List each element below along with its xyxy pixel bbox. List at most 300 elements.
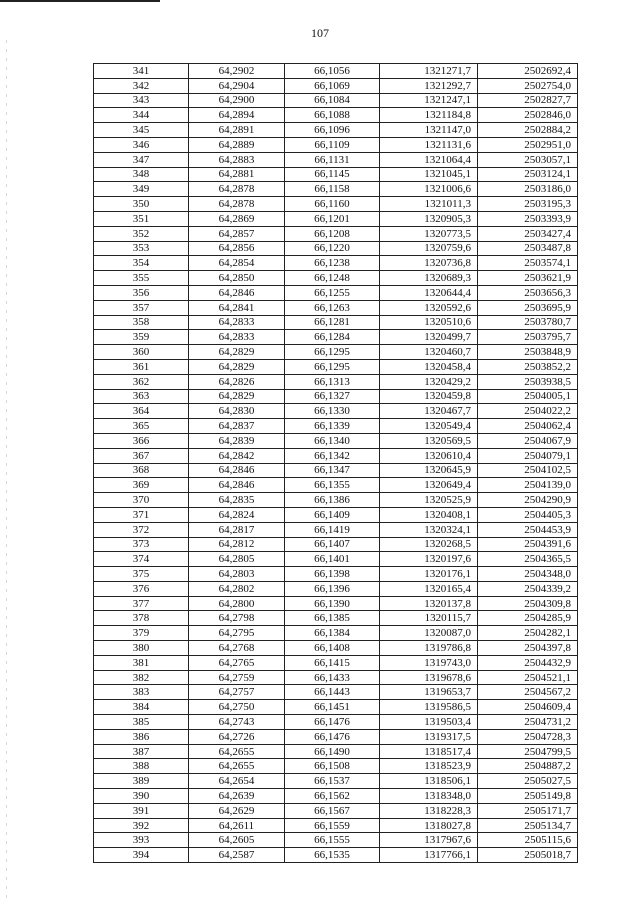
latitude-cell: 64,2795 bbox=[189, 626, 285, 641]
longitude-cell: 66,1160 bbox=[285, 197, 380, 212]
longitude-cell: 66,1340 bbox=[285, 433, 380, 448]
scan-binding-edge bbox=[6, 40, 7, 900]
latitude-cell: 64,2817 bbox=[189, 522, 285, 537]
point-number-cell: 376 bbox=[94, 581, 189, 596]
table-row bbox=[94, 567, 578, 582]
y-coordinate-cell: 2505027,5 bbox=[478, 774, 578, 789]
longitude-cell: 66,1342 bbox=[285, 448, 380, 463]
y-coordinate-cell: 2504079,1 bbox=[478, 448, 578, 463]
latitude-cell: 64,2805 bbox=[189, 552, 285, 567]
latitude-cell: 64,2881 bbox=[189, 167, 285, 182]
point-number-cell: 341 bbox=[94, 64, 189, 79]
y-coordinate-cell: 2504365,5 bbox=[478, 552, 578, 567]
x-coordinate-cell: 1320549,4 bbox=[380, 419, 478, 434]
point-number-cell: 373 bbox=[94, 537, 189, 552]
longitude-cell: 66,1490 bbox=[285, 744, 380, 759]
x-coordinate-cell: 1320645,9 bbox=[380, 463, 478, 478]
table-row bbox=[94, 108, 578, 123]
latitude-cell: 64,2654 bbox=[189, 774, 285, 789]
table-row bbox=[94, 285, 578, 300]
y-coordinate-cell: 2503057,1 bbox=[478, 152, 578, 167]
longitude-cell: 66,1384 bbox=[285, 626, 380, 641]
x-coordinate-cell: 1320510,6 bbox=[380, 315, 478, 330]
point-number-cell: 357 bbox=[94, 300, 189, 315]
x-coordinate-cell: 1320429,2 bbox=[380, 374, 478, 389]
x-coordinate-cell: 1320467,7 bbox=[380, 404, 478, 419]
y-coordinate-cell: 2504348,0 bbox=[478, 567, 578, 582]
table-row bbox=[94, 611, 578, 626]
x-coordinate-cell: 1320569,5 bbox=[380, 433, 478, 448]
point-number-cell: 392 bbox=[94, 818, 189, 833]
latitude-cell: 64,2803 bbox=[189, 567, 285, 582]
table-row bbox=[94, 478, 578, 493]
y-coordinate-cell: 2503695,9 bbox=[478, 300, 578, 315]
y-coordinate-cell: 2504728,3 bbox=[478, 729, 578, 744]
y-coordinate-cell: 2504567,2 bbox=[478, 685, 578, 700]
point-number-cell: 388 bbox=[94, 759, 189, 774]
latitude-cell: 64,2889 bbox=[189, 137, 285, 152]
latitude-cell: 64,2812 bbox=[189, 537, 285, 552]
table-row bbox=[94, 359, 578, 374]
table-row bbox=[94, 419, 578, 434]
x-coordinate-cell: 1320459,8 bbox=[380, 389, 478, 404]
x-coordinate-cell: 1320460,7 bbox=[380, 345, 478, 360]
x-coordinate-cell: 1320689,3 bbox=[380, 271, 478, 286]
latitude-cell: 64,2826 bbox=[189, 374, 285, 389]
x-coordinate-cell: 1320458,4 bbox=[380, 359, 478, 374]
longitude-cell: 66,1327 bbox=[285, 389, 380, 404]
y-coordinate-cell: 2503852,2 bbox=[478, 359, 578, 374]
table-row bbox=[94, 493, 578, 508]
y-coordinate-cell: 2504609,4 bbox=[478, 700, 578, 715]
longitude-cell: 66,1088 bbox=[285, 108, 380, 123]
y-coordinate-cell: 2503621,9 bbox=[478, 271, 578, 286]
x-coordinate-cell: 1318027,8 bbox=[380, 818, 478, 833]
table-row bbox=[94, 211, 578, 226]
point-number-cell: 383 bbox=[94, 685, 189, 700]
y-coordinate-cell: 2504005,1 bbox=[478, 389, 578, 404]
y-coordinate-cell: 2504453,9 bbox=[478, 522, 578, 537]
latitude-cell: 64,2611 bbox=[189, 818, 285, 833]
x-coordinate-cell: 1320649,4 bbox=[380, 478, 478, 493]
latitude-cell: 64,2835 bbox=[189, 493, 285, 508]
table-row bbox=[94, 330, 578, 345]
table-row bbox=[94, 537, 578, 552]
point-number-cell: 369 bbox=[94, 478, 189, 493]
y-coordinate-cell: 2504391,6 bbox=[478, 537, 578, 552]
table-row bbox=[94, 833, 578, 848]
latitude-cell: 64,2878 bbox=[189, 197, 285, 212]
x-coordinate-cell: 1319653,7 bbox=[380, 685, 478, 700]
longitude-cell: 66,1398 bbox=[285, 567, 380, 582]
longitude-cell: 66,1339 bbox=[285, 419, 380, 434]
x-coordinate-cell: 1320115,7 bbox=[380, 611, 478, 626]
y-coordinate-cell: 2505171,7 bbox=[478, 803, 578, 818]
point-number-cell: 386 bbox=[94, 729, 189, 744]
point-number-cell: 381 bbox=[94, 655, 189, 670]
longitude-cell: 66,1056 bbox=[285, 64, 380, 79]
table-row bbox=[94, 700, 578, 715]
latitude-cell: 64,2846 bbox=[189, 463, 285, 478]
longitude-cell: 66,1255 bbox=[285, 285, 380, 300]
y-coordinate-cell: 2504139,0 bbox=[478, 478, 578, 493]
x-coordinate-cell: 1318523,9 bbox=[380, 759, 478, 774]
y-coordinate-cell: 2504397,8 bbox=[478, 641, 578, 656]
point-number-cell: 372 bbox=[94, 522, 189, 537]
coordinates-table-body bbox=[94, 64, 578, 863]
table-row bbox=[94, 226, 578, 241]
longitude-cell: 66,1355 bbox=[285, 478, 380, 493]
x-coordinate-cell: 1321147,0 bbox=[380, 123, 478, 138]
point-number-cell: 360 bbox=[94, 345, 189, 360]
y-coordinate-cell: 2504022,2 bbox=[478, 404, 578, 419]
latitude-cell: 64,2829 bbox=[189, 359, 285, 374]
x-coordinate-cell: 1320644,4 bbox=[380, 285, 478, 300]
longitude-cell: 66,1313 bbox=[285, 374, 380, 389]
x-coordinate-cell: 1321006,6 bbox=[380, 182, 478, 197]
point-number-cell: 358 bbox=[94, 315, 189, 330]
latitude-cell: 64,2846 bbox=[189, 478, 285, 493]
longitude-cell: 66,1109 bbox=[285, 137, 380, 152]
longitude-cell: 66,1238 bbox=[285, 256, 380, 271]
table-row bbox=[94, 803, 578, 818]
latitude-cell: 64,2605 bbox=[189, 833, 285, 848]
x-coordinate-cell: 1318517,4 bbox=[380, 744, 478, 759]
table-row bbox=[94, 374, 578, 389]
point-number-cell: 348 bbox=[94, 167, 189, 182]
table-row bbox=[94, 271, 578, 286]
longitude-cell: 66,1535 bbox=[285, 848, 380, 863]
longitude-cell: 66,1096 bbox=[285, 123, 380, 138]
header-rule bbox=[0, 0, 160, 2]
x-coordinate-cell: 1320197,6 bbox=[380, 552, 478, 567]
latitude-cell: 64,2829 bbox=[189, 389, 285, 404]
table-row bbox=[94, 685, 578, 700]
longitude-cell: 66,1537 bbox=[285, 774, 380, 789]
longitude-cell: 66,1390 bbox=[285, 596, 380, 611]
point-number-cell: 344 bbox=[94, 108, 189, 123]
longitude-cell: 66,1284 bbox=[285, 330, 380, 345]
latitude-cell: 64,2768 bbox=[189, 641, 285, 656]
latitude-cell: 64,2846 bbox=[189, 285, 285, 300]
y-coordinate-cell: 2505115,6 bbox=[478, 833, 578, 848]
point-number-cell: 370 bbox=[94, 493, 189, 508]
table-row bbox=[94, 152, 578, 167]
y-coordinate-cell: 2502884,2 bbox=[478, 123, 578, 138]
x-coordinate-cell: 1318228,3 bbox=[380, 803, 478, 818]
table-row bbox=[94, 345, 578, 360]
latitude-cell: 64,2839 bbox=[189, 433, 285, 448]
latitude-cell: 64,2629 bbox=[189, 803, 285, 818]
latitude-cell: 64,2824 bbox=[189, 507, 285, 522]
latitude-cell: 64,2904 bbox=[189, 78, 285, 93]
table-row bbox=[94, 197, 578, 212]
longitude-cell: 66,1208 bbox=[285, 226, 380, 241]
point-number-cell: 345 bbox=[94, 123, 189, 138]
point-number-cell: 362 bbox=[94, 374, 189, 389]
x-coordinate-cell: 1321131,6 bbox=[380, 137, 478, 152]
point-number-cell: 350 bbox=[94, 197, 189, 212]
latitude-cell: 64,2850 bbox=[189, 271, 285, 286]
point-number-cell: 349 bbox=[94, 182, 189, 197]
table-row bbox=[94, 715, 578, 730]
longitude-cell: 66,1295 bbox=[285, 359, 380, 374]
latitude-cell: 64,2857 bbox=[189, 226, 285, 241]
coordinates-table bbox=[93, 63, 578, 863]
x-coordinate-cell: 1320408,1 bbox=[380, 507, 478, 522]
table-row bbox=[94, 433, 578, 448]
latitude-cell: 64,2854 bbox=[189, 256, 285, 271]
x-coordinate-cell: 1320499,7 bbox=[380, 330, 478, 345]
table-row bbox=[94, 315, 578, 330]
y-coordinate-cell: 2503795,7 bbox=[478, 330, 578, 345]
latitude-cell: 64,2891 bbox=[189, 123, 285, 138]
point-number-cell: 389 bbox=[94, 774, 189, 789]
longitude-cell: 66,1476 bbox=[285, 729, 380, 744]
y-coordinate-cell: 2503656,3 bbox=[478, 285, 578, 300]
x-coordinate-cell: 1321045,1 bbox=[380, 167, 478, 182]
point-number-cell: 361 bbox=[94, 359, 189, 374]
x-coordinate-cell: 1320165,4 bbox=[380, 581, 478, 596]
point-number-cell: 366 bbox=[94, 433, 189, 448]
table-row bbox=[94, 389, 578, 404]
y-coordinate-cell: 2503186,0 bbox=[478, 182, 578, 197]
page-number: 107 bbox=[311, 26, 329, 40]
table-row bbox=[94, 581, 578, 596]
point-number-cell: 353 bbox=[94, 241, 189, 256]
latitude-cell: 64,2655 bbox=[189, 744, 285, 759]
x-coordinate-cell: 1317766,1 bbox=[380, 848, 478, 863]
x-coordinate-cell: 1318506,1 bbox=[380, 774, 478, 789]
table-row bbox=[94, 167, 578, 182]
y-coordinate-cell: 2502846,0 bbox=[478, 108, 578, 123]
table-row bbox=[94, 596, 578, 611]
table-row bbox=[94, 552, 578, 567]
y-coordinate-cell: 2504731,2 bbox=[478, 715, 578, 730]
point-number-cell: 390 bbox=[94, 789, 189, 804]
y-coordinate-cell: 2505134,7 bbox=[478, 818, 578, 833]
longitude-cell: 66,1451 bbox=[285, 700, 380, 715]
latitude-cell: 64,2800 bbox=[189, 596, 285, 611]
table-row bbox=[94, 123, 578, 138]
y-coordinate-cell: 2503780,7 bbox=[478, 315, 578, 330]
point-number-cell: 384 bbox=[94, 700, 189, 715]
point-number-cell: 379 bbox=[94, 626, 189, 641]
longitude-cell: 66,1401 bbox=[285, 552, 380, 567]
point-number-cell: 363 bbox=[94, 389, 189, 404]
point-number-cell: 393 bbox=[94, 833, 189, 848]
point-number-cell: 356 bbox=[94, 285, 189, 300]
point-number-cell: 380 bbox=[94, 641, 189, 656]
y-coordinate-cell: 2505149,8 bbox=[478, 789, 578, 804]
table-row bbox=[94, 641, 578, 656]
longitude-cell: 66,1295 bbox=[285, 345, 380, 360]
latitude-cell: 64,2639 bbox=[189, 789, 285, 804]
point-number-cell: 367 bbox=[94, 448, 189, 463]
y-coordinate-cell: 2504309,8 bbox=[478, 596, 578, 611]
y-coordinate-cell: 2503195,3 bbox=[478, 197, 578, 212]
longitude-cell: 66,1263 bbox=[285, 300, 380, 315]
table-row bbox=[94, 93, 578, 108]
table-row bbox=[94, 789, 578, 804]
longitude-cell: 66,1407 bbox=[285, 537, 380, 552]
longitude-cell: 66,1562 bbox=[285, 789, 380, 804]
longitude-cell: 66,1476 bbox=[285, 715, 380, 730]
x-coordinate-cell: 1319586,5 bbox=[380, 700, 478, 715]
latitude-cell: 64,2902 bbox=[189, 64, 285, 79]
table-row bbox=[94, 774, 578, 789]
longitude-cell: 66,1555 bbox=[285, 833, 380, 848]
point-number-cell: 385 bbox=[94, 715, 189, 730]
longitude-cell: 66,1069 bbox=[285, 78, 380, 93]
latitude-cell: 64,2829 bbox=[189, 345, 285, 360]
longitude-cell: 66,1385 bbox=[285, 611, 380, 626]
x-coordinate-cell: 1320324,1 bbox=[380, 522, 478, 537]
y-coordinate-cell: 2504285,9 bbox=[478, 611, 578, 626]
latitude-cell: 64,2894 bbox=[189, 108, 285, 123]
table-row bbox=[94, 137, 578, 152]
longitude-cell: 66,1415 bbox=[285, 655, 380, 670]
longitude-cell: 66,1248 bbox=[285, 271, 380, 286]
y-coordinate-cell: 2504432,9 bbox=[478, 655, 578, 670]
table-row bbox=[94, 626, 578, 641]
x-coordinate-cell: 1319786,8 bbox=[380, 641, 478, 656]
point-number-cell: 378 bbox=[94, 611, 189, 626]
table-row bbox=[94, 744, 578, 759]
table-row bbox=[94, 670, 578, 685]
longitude-cell: 66,1396 bbox=[285, 581, 380, 596]
point-number-cell: 368 bbox=[94, 463, 189, 478]
x-coordinate-cell: 1321184,8 bbox=[380, 108, 478, 123]
longitude-cell: 66,1201 bbox=[285, 211, 380, 226]
point-number-cell: 382 bbox=[94, 670, 189, 685]
longitude-cell: 66,1145 bbox=[285, 167, 380, 182]
table-row bbox=[94, 241, 578, 256]
latitude-cell: 64,2869 bbox=[189, 211, 285, 226]
x-coordinate-cell: 1320087,0 bbox=[380, 626, 478, 641]
x-coordinate-cell: 1321011,3 bbox=[380, 197, 478, 212]
latitude-cell: 64,2759 bbox=[189, 670, 285, 685]
table-row bbox=[94, 64, 578, 79]
table-row bbox=[94, 759, 578, 774]
y-coordinate-cell: 2505018,7 bbox=[478, 848, 578, 863]
point-number-cell: 377 bbox=[94, 596, 189, 611]
point-number-cell: 394 bbox=[94, 848, 189, 863]
y-coordinate-cell: 2502754,0 bbox=[478, 78, 578, 93]
longitude-cell: 66,1567 bbox=[285, 803, 380, 818]
x-coordinate-cell: 1319678,6 bbox=[380, 670, 478, 685]
table-row bbox=[94, 448, 578, 463]
y-coordinate-cell: 2504290,9 bbox=[478, 493, 578, 508]
table-row bbox=[94, 463, 578, 478]
table-row bbox=[94, 848, 578, 863]
point-number-cell: 343 bbox=[94, 93, 189, 108]
table-row bbox=[94, 256, 578, 271]
latitude-cell: 64,2833 bbox=[189, 315, 285, 330]
y-coordinate-cell: 2503427,4 bbox=[478, 226, 578, 241]
latitude-cell: 64,2856 bbox=[189, 241, 285, 256]
latitude-cell: 64,2883 bbox=[189, 152, 285, 167]
table-row bbox=[94, 818, 578, 833]
point-number-cell: 374 bbox=[94, 552, 189, 567]
x-coordinate-cell: 1320137,8 bbox=[380, 596, 478, 611]
x-coordinate-cell: 1320736,8 bbox=[380, 256, 478, 271]
latitude-cell: 64,2587 bbox=[189, 848, 285, 863]
x-coordinate-cell: 1317967,6 bbox=[380, 833, 478, 848]
x-coordinate-cell: 1321247,1 bbox=[380, 93, 478, 108]
y-coordinate-cell: 2504067,9 bbox=[478, 433, 578, 448]
point-number-cell: 352 bbox=[94, 226, 189, 241]
longitude-cell: 66,1419 bbox=[285, 522, 380, 537]
x-coordinate-cell: 1321292,7 bbox=[380, 78, 478, 93]
x-coordinate-cell: 1320592,6 bbox=[380, 300, 478, 315]
longitude-cell: 66,1409 bbox=[285, 507, 380, 522]
latitude-cell: 64,2743 bbox=[189, 715, 285, 730]
x-coordinate-cell: 1320610,4 bbox=[380, 448, 478, 463]
point-number-cell: 346 bbox=[94, 137, 189, 152]
y-coordinate-cell: 2504102,5 bbox=[478, 463, 578, 478]
point-number-cell: 351 bbox=[94, 211, 189, 226]
longitude-cell: 66,1330 bbox=[285, 404, 380, 419]
longitude-cell: 66,1508 bbox=[285, 759, 380, 774]
table-row bbox=[94, 78, 578, 93]
y-coordinate-cell: 2503574,1 bbox=[478, 256, 578, 271]
y-coordinate-cell: 2502692,4 bbox=[478, 64, 578, 79]
point-number-cell: 354 bbox=[94, 256, 189, 271]
y-coordinate-cell: 2503393,9 bbox=[478, 211, 578, 226]
point-number-cell: 359 bbox=[94, 330, 189, 345]
y-coordinate-cell: 2503487,8 bbox=[478, 241, 578, 256]
table-row bbox=[94, 507, 578, 522]
latitude-cell: 64,2830 bbox=[189, 404, 285, 419]
longitude-cell: 66,1347 bbox=[285, 463, 380, 478]
longitude-cell: 66,1281 bbox=[285, 315, 380, 330]
latitude-cell: 64,2900 bbox=[189, 93, 285, 108]
x-coordinate-cell: 1321064,4 bbox=[380, 152, 478, 167]
y-coordinate-cell: 2504799,5 bbox=[478, 744, 578, 759]
latitude-cell: 64,2833 bbox=[189, 330, 285, 345]
longitude-cell: 66,1559 bbox=[285, 818, 380, 833]
table-row bbox=[94, 655, 578, 670]
point-number-cell: 375 bbox=[94, 567, 189, 582]
point-number-cell: 365 bbox=[94, 419, 189, 434]
x-coordinate-cell: 1320905,3 bbox=[380, 211, 478, 226]
y-coordinate-cell: 2503938,5 bbox=[478, 374, 578, 389]
x-coordinate-cell: 1320176,1 bbox=[380, 567, 478, 582]
x-coordinate-cell: 1320759,6 bbox=[380, 241, 478, 256]
x-coordinate-cell: 1318348,0 bbox=[380, 789, 478, 804]
y-coordinate-cell: 2504282,1 bbox=[478, 626, 578, 641]
point-number-cell: 371 bbox=[94, 507, 189, 522]
x-coordinate-cell: 1320525,9 bbox=[380, 493, 478, 508]
x-coordinate-cell: 1319317,5 bbox=[380, 729, 478, 744]
point-number-cell: 355 bbox=[94, 271, 189, 286]
longitude-cell: 66,1158 bbox=[285, 182, 380, 197]
longitude-cell: 66,1131 bbox=[285, 152, 380, 167]
y-coordinate-cell: 2502951,0 bbox=[478, 137, 578, 152]
y-coordinate-cell: 2504521,1 bbox=[478, 670, 578, 685]
longitude-cell: 66,1220 bbox=[285, 241, 380, 256]
latitude-cell: 64,2798 bbox=[189, 611, 285, 626]
longitude-cell: 66,1443 bbox=[285, 685, 380, 700]
point-number-cell: 387 bbox=[94, 744, 189, 759]
table-row bbox=[94, 729, 578, 744]
y-coordinate-cell: 2504405,3 bbox=[478, 507, 578, 522]
latitude-cell: 64,2765 bbox=[189, 655, 285, 670]
point-number-cell: 391 bbox=[94, 803, 189, 818]
y-coordinate-cell: 2504887,2 bbox=[478, 759, 578, 774]
latitude-cell: 64,2655 bbox=[189, 759, 285, 774]
